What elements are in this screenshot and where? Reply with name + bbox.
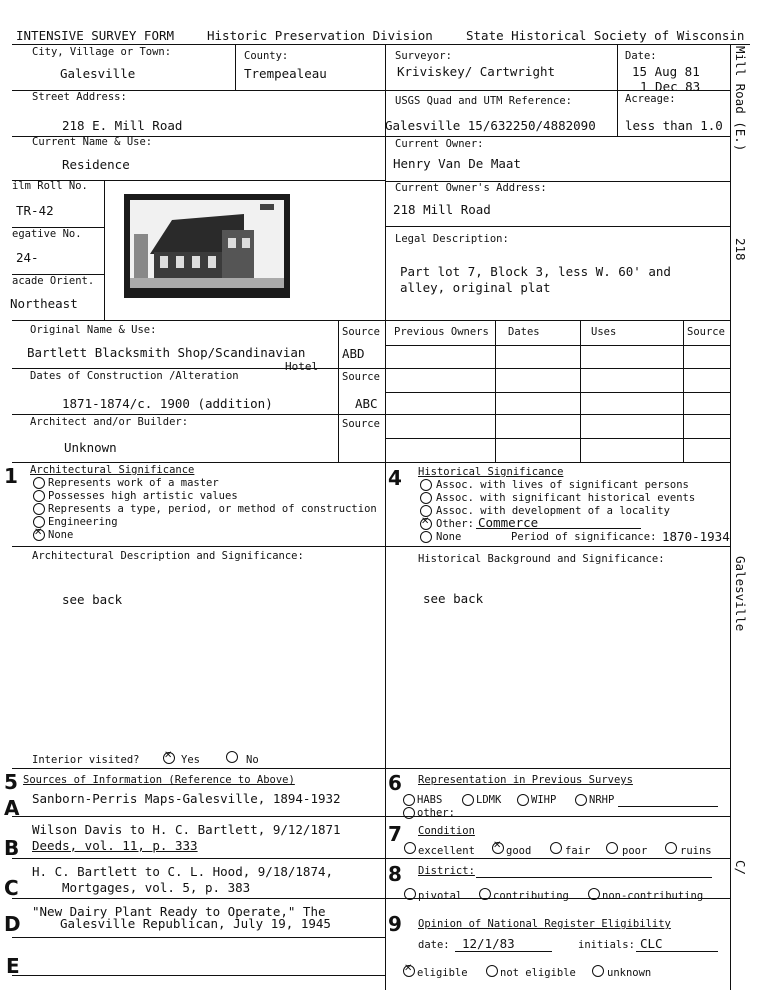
condition-number: 7 (388, 822, 402, 846)
surveyor-label: Surveyor: (395, 50, 452, 62)
source-b-line1: Wilson Davis to H. C. Bartlett, 9/12/1871 (32, 822, 341, 837)
arch-opt4-label: Engineering (48, 516, 118, 528)
hist-opt2-radio[interactable] (420, 492, 432, 504)
source-letter-c: C (4, 876, 19, 900)
previous-owners-header: Previous Owners (394, 326, 489, 338)
nrhp-label: NRHP (589, 794, 615, 806)
current-name-value: Residence (62, 157, 130, 172)
pivotal-label: pivotal (418, 890, 463, 902)
arch-description-label: Architectural Description and Significance: (32, 550, 304, 562)
other-survey-radio[interactable] (403, 807, 415, 819)
owner-address-label: Current Owner's Address: (395, 182, 547, 194)
poor-label: poor (622, 845, 648, 857)
interior-yes-label: Yes (181, 754, 200, 766)
hist-none-radio[interactable] (420, 531, 432, 543)
source-label-2: Source (342, 371, 380, 383)
excellent-radio[interactable] (404, 842, 416, 854)
society-name: State Historical Society of Wisconsin (466, 28, 745, 43)
other-survey-label: other: (417, 807, 455, 819)
arch-section-number: 1 (4, 464, 18, 488)
source-c-line2: Mortgages, vol. 5, p. 383 (62, 880, 251, 895)
source-d-line1: "New Dairy Plant Ready to Operate," The (32, 904, 326, 919)
legal-value-2: alley, original plat (400, 280, 551, 295)
fair-radio[interactable] (550, 842, 562, 854)
form-title: INTENSIVE SURVEY FORM (16, 28, 175, 43)
source-letter-d: D (4, 912, 21, 936)
wihp-label: WIHP (531, 794, 557, 806)
dates-label: Dates of Construction /Alteration (30, 370, 239, 382)
date-value-2: 1 Dec 83 (640, 79, 701, 94)
dates-source: ABC (355, 396, 378, 411)
usgs-value: Galesville 15/632250/4882090 (385, 118, 596, 133)
period-value: 1870-1934 (662, 529, 730, 544)
nrhp-radio[interactable] (575, 794, 587, 806)
margin-street: Mill Road (E.) (733, 46, 748, 152)
unknown-radio[interactable] (592, 965, 604, 977)
district-title: District: (418, 865, 475, 877)
county-label: County: (244, 50, 289, 62)
habs-label: HABS (417, 794, 443, 806)
wihp-radio[interactable] (517, 794, 529, 806)
pivotal-radio[interactable] (404, 888, 416, 900)
hist-none-label: None (436, 531, 462, 543)
fair-label: fair (565, 845, 591, 857)
good-label: good (506, 845, 532, 857)
hist-other-radio-checked[interactable] (420, 518, 432, 530)
architect-value: Unknown (64, 440, 117, 455)
facade-value: Northeast (10, 296, 78, 311)
arch-significance-title: Architectural Significance (30, 464, 195, 476)
noncontributing-label: non-contributing (602, 890, 704, 902)
eligible-radio-checked[interactable] (403, 965, 415, 977)
county-value: Trempealeau (244, 66, 327, 81)
eligible-label: eligible (417, 967, 468, 979)
hist-other-value: Commerce (478, 515, 539, 530)
source-b-line2: Deeds, vol. 11, p. 333 (32, 838, 198, 853)
hist-opt1-radio[interactable] (420, 479, 432, 491)
period-label: Period of significance: (511, 531, 657, 543)
contributing-label: contributing (493, 890, 569, 902)
contributing-radio[interactable] (479, 888, 491, 900)
dates-column-header: Dates (508, 326, 540, 338)
arch-opt5-label: None (48, 529, 74, 541)
representation-number: 6 (388, 771, 402, 795)
source-label-3: Source (342, 418, 380, 430)
opinion-title: Opinion of National Register Eligibility (418, 918, 671, 930)
ruins-label: ruins (680, 845, 712, 857)
arch-opt3-radio[interactable] (33, 503, 45, 515)
opinion-date-value: 12/1/83 (462, 936, 515, 951)
opinion-date-label: date: (418, 939, 450, 951)
margin-code: C/ (733, 860, 748, 876)
date-value-1: 15 Aug 81 (632, 64, 700, 79)
arch-description-value: see back (62, 592, 123, 607)
source-letter-b: B (4, 836, 20, 860)
unknown-label: unknown (607, 967, 652, 979)
hist-section-number: 4 (388, 466, 402, 490)
division-name: Historic Preservation Division (207, 28, 433, 43)
original-source: ABD (342, 346, 365, 361)
acreage-label: Acreage: (625, 93, 676, 105)
owner-address-value: 218 Mill Road (393, 202, 491, 217)
ruins-radio[interactable] (665, 842, 677, 854)
surveyor-value: Kriviskey/ Cartwright (397, 64, 556, 79)
source-label-1: Source (342, 326, 380, 338)
condition-title: Condition (418, 825, 475, 837)
street-label: Street Address: (32, 91, 127, 103)
hist-background-label: Historical Background and Significance: (418, 553, 665, 565)
sources-section-number: 5 (4, 770, 18, 794)
dates-value: 1871-1874/c. 1900 (addition) (62, 396, 273, 411)
good-radio-checked[interactable] (492, 842, 504, 854)
source-a-text: Sanborn-Perris Maps-Galesville, 1894-1932 (32, 791, 341, 806)
not-eligible-label: not eligible (500, 967, 576, 979)
owner-value: Henry Van De Maat (393, 156, 521, 171)
city-label: City, Village or Town: (32, 46, 172, 58)
uses-column-header: Uses (591, 326, 617, 338)
interior-no-radio[interactable] (226, 751, 238, 763)
original-name-value-2: Hotel (285, 360, 319, 373)
arch-opt2-label: Possesses high artistic values (48, 490, 238, 502)
city-value: Galesville (60, 66, 136, 81)
original-name-label: Original Name & Use: (30, 324, 157, 336)
street-value: 218 E. Mill Road (62, 118, 183, 133)
noncontributing-radio[interactable] (588, 888, 600, 900)
owner-label: Current Owner: (395, 138, 484, 150)
source-letter-e: E (6, 954, 20, 978)
representation-title: Representation in Previous Surveys (418, 774, 633, 786)
arch-opt2-radio[interactable] (33, 490, 45, 502)
arch-opt5-radio-checked[interactable] (33, 529, 45, 541)
hist-opt2-label: Assoc. with significant historical events (436, 492, 696, 504)
interior-visited-label: Interior visited? (32, 754, 140, 766)
original-name-value: Bartlett Blacksmith Shop/Scandinavian (27, 345, 306, 360)
architect-label: Architect and/or Builder: (30, 416, 189, 428)
hist-opt1-label: Assoc. with lives of significant persons (436, 479, 689, 491)
hist-significance-title: Historical Significance (418, 466, 564, 478)
sources-title: Sources of Information (Reference to Above) (23, 774, 295, 786)
film-roll-value: TR-42 (16, 203, 54, 218)
facade-label: acade Orient. (12, 275, 95, 287)
film-roll-label: ilm Roll No. (12, 180, 88, 192)
interior-yes-radio-checked[interactable] (163, 752, 175, 764)
legal-label: Legal Description: (395, 233, 509, 245)
hist-opt3-label: Assoc. with development of a locality (436, 505, 670, 517)
source-c-line1: H. C. Bartlett to C. L. Hood, 9/18/1874, (32, 864, 334, 879)
habs-radio[interactable] (403, 794, 415, 806)
poor-radio[interactable] (606, 842, 618, 854)
excellent-label: excellent (418, 845, 475, 857)
legal-value-1: Part lot 7, Block 3, less W. 60' and (400, 264, 671, 279)
opinion-initials-label: initials: (578, 939, 635, 951)
margin-number: 218 (733, 238, 748, 261)
opinion-initials-value: CLC (640, 936, 663, 951)
arch-opt1-radio[interactable] (33, 477, 45, 489)
hist-other-label: Other: (436, 518, 474, 530)
date-label: Date: (625, 50, 657, 62)
not-eligible-radio[interactable] (486, 965, 498, 977)
acreage-value: less than 1.0 (625, 118, 723, 133)
source-d-line2: Galesville Republican, July 19, 1945 (60, 916, 331, 931)
source-column-header: Source (687, 326, 725, 338)
negative-value: 24- (16, 250, 39, 265)
ldmk-label: LDMK (476, 794, 502, 806)
arch-opt3-label: Represents a type, period, or method of construction (48, 503, 377, 515)
current-name-label: Current Name & Use: (32, 136, 153, 148)
opinion-number: 9 (388, 912, 402, 936)
negative-label: egative No. (12, 228, 82, 240)
arch-opt1-label: Represents work of a master (48, 477, 219, 489)
district-number: 8 (388, 862, 402, 886)
interior-no-label: No (246, 754, 259, 766)
ldmk-radio[interactable] (462, 794, 474, 806)
hist-background-value: see back (423, 591, 484, 606)
margin-map-name: Galesville (733, 556, 748, 632)
building-photo (124, 194, 290, 298)
source-letter-a: A (4, 796, 20, 820)
usgs-label: USGS Quad and UTM Reference: (395, 95, 573, 107)
